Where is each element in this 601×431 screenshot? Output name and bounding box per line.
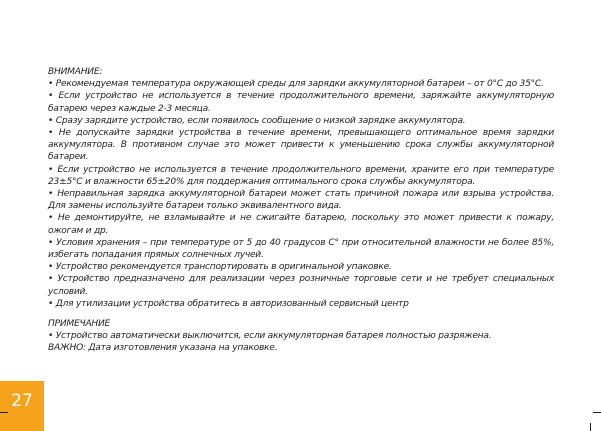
document-body [48, 66, 554, 355]
warning-item: • Если устройство не используется в течение продолжительного времени, заряжайте аккумуляторную батарею через каждые 2-3 месяца. [48, 91, 554, 114]
note-item: • Устройство автоматически выключится, если аккумуляторная батарея полностью разряжена. [48, 331, 492, 342]
crop-mark-left [0, 412, 8, 413]
warning-item: • Рекомендуемая температура окружающей среды для зарядки аккумуляторной батареи – от 0°С до 35°С. [48, 79, 544, 90]
important-note: ВАЖНО: Дата изготовления указана на упаковке. [48, 343, 278, 354]
page-number: 27 [11, 391, 33, 411]
warning-item: • Неправильная зарядка аккумуляторной батареи может стать причиной пожара или взрыва устройства. Для замены используйте батареи только эквивалентного вида. [48, 189, 554, 212]
warning-item: • Не допускайте зарядки устройства в течение времени, превышающего оптимальное время зарядки аккумулятора. В противном случае это может привести к уменьшению срока службы аккумуляторной батареи. [48, 128, 554, 163]
warning-item: • Сразу зарядите устройство, если появилось сообщение о низкой зарядке аккумулятора. [48, 115, 466, 126]
crop-mark-bottom-right [590, 423, 591, 431]
warning-heading: ВНИМАНИЕ: [48, 67, 103, 77]
warning-item: • Для утилизации устройства обратитесь в авторизованный сервисный центр [48, 298, 409, 309]
page-number-badge [0, 381, 44, 431]
warning-item: • Не демонтируйте, не взламывайте и не сжигайте батарею, поскольку это может привести к пожару, ожогам и др. [48, 213, 554, 236]
note-heading: ПРИМЕЧАНИЕ [48, 319, 111, 330]
warning-item: • Условия хранения – при температуре от 5 до 40 градусов С° при относительной влажности не более 85%, избегать попадания прямых солнечных лучей. [48, 237, 554, 261]
warning-item: • Если устройство не используется в течение продолжительного времени, храните его при температуре 23±5°С и влажности 65±20% для поддержания оптимального срока службы аккумулятора. [48, 164, 554, 187]
warning-item: • Устройство предназначено для реализации через розничные торговые сети и не требует специальных условий. [48, 274, 554, 297]
crop-mark-right [593, 412, 601, 413]
warning-item: • Устройство рекомендуется транспортировать в оригинальной упаковке. [48, 262, 392, 273]
